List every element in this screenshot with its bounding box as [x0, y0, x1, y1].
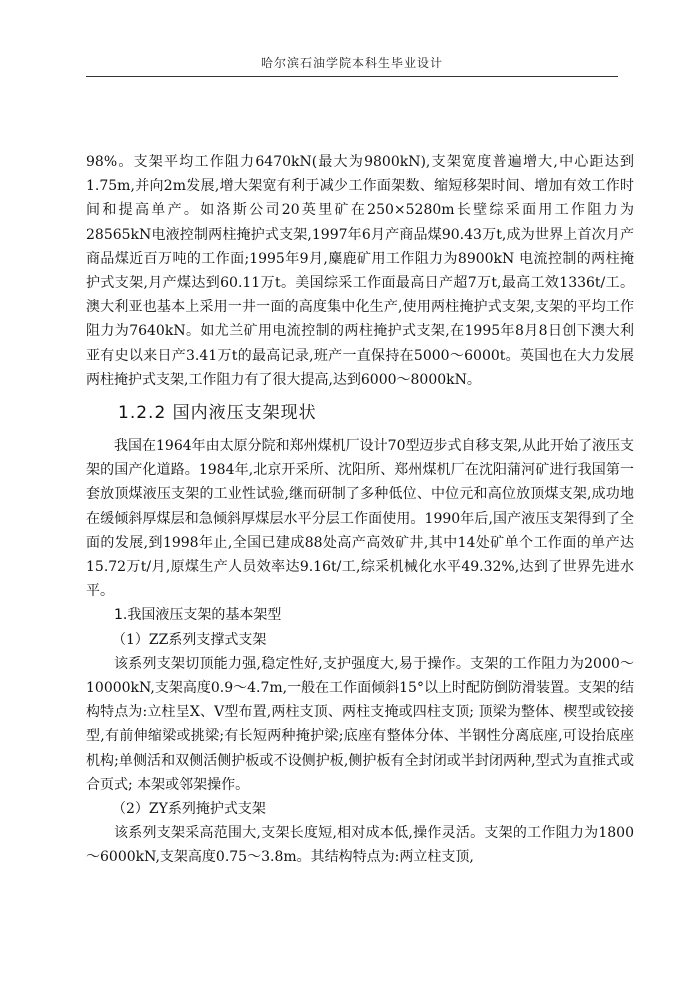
- page-header: 哈尔滨石油学院本科生毕业设计: [260, 56, 443, 70]
- item-heading-zz-series: （1）ZZ系列支撑式支架: [112, 631, 267, 648]
- item-heading-zy-series: （2）ZY系列掩护式支架: [112, 801, 266, 818]
- document-body: [86, 150, 634, 870]
- section-heading: 1.2.2 国内液压支架现状: [118, 403, 317, 424]
- body-paragraph-foreign-supports: 98%。支架平均工作阻力6470kN(最大为9800kN),支架宽度普遍增大,中心距达到1.75m,并向2m发展,增大架宽有利于减少工作面架数、缩短移架时间、增加有效工作时间和提高单产。如洛斯公司20英里矿在250×5280m长壁综采面用工作阻力为28565kN电液控制两柱掩护式支架,1997年6月产商品煤90.43万t,成为世界上首次月产商品煤近百万吨的工作面;1995年9月,麋鹿矿用工作阻力为8900kN 电流控制的两柱掩护式支架,月产煤达到60.11万t。美国综采工作面最高日产超7万t,最高工效1336t/工。澳大利亚也基本上采用一井一面的高度集中化生产,使用两柱掩护式支架,支架的平均工作阻力为7640kN。如尤兰矿用电流控制的两柱掩护式支架,在1995年8月8日创下澳大利亚有史以来日产3.41万t的最高记录,班产一直保持在5000～6000t。英国也在大力发展两柱掩护式支架,工作阻力有了很大提高,达到6000～8000kN。: [86, 154, 634, 388]
- body-paragraph-domestic-history: 我国在1964年由太原分院和郑州煤机厂设计70型迈步式自移支架,从此开始了液压支架的国产化道路。1984年,北京开采所、沈阳所、郑州煤机厂在沈阳蒲河矿进行我国第一套放顶煤液压支架的工业性试验,继而研制了多种低位、中位元和高位放顶煤支架,成功地在缓倾斜厚煤层和急倾斜厚煤层水平分层工作面使用。1990年后,国产液压支架得到了全面的发展,到1998年止,全国已建成88处高产高效矿井,其中14处矿单个工作面的单产达15.72万t/月,原煤生产人员效率达9.16t/工,综采机械化水平49.32%,达到了世界先进水平。: [86, 438, 634, 600]
- body-paragraph-zy-series: 该系列支架采高范围大,支架长度短,相对成本低,操作灵活。支架的工作阻力为1800～6000kN,支架高度0.75～3.8m。其结构特点为:两立柱支顶,: [86, 825, 634, 866]
- header-divider: [86, 76, 618, 77]
- body-paragraph-zz-series: 该系列支架切顶能力强,稳定性好,支护强度大,易于操作。支架的工作阻力为2000～10000kN,支架高度0.9～4.7m,一般在工作面倾斜15°以上时配防倒防滑装置。支架的结构特点为:立柱呈X、V型布置,两柱支顶、两柱支掩或四柱支顶; 顶梁为整体、楔型或铰接型,有前伸缩梁或挑梁;有长短两种掩护梁;底座有整体分体、半钢性分离底座,可设抬底座机构;单侧活和双侧活侧护板或不设侧护板,侧护板有全封闭或半封闭两种,型式为直推式或合页式; 本架或邻架操作。: [86, 655, 634, 793]
- subsection-heading: 1.我国液压支架的基本架型: [114, 607, 282, 624]
